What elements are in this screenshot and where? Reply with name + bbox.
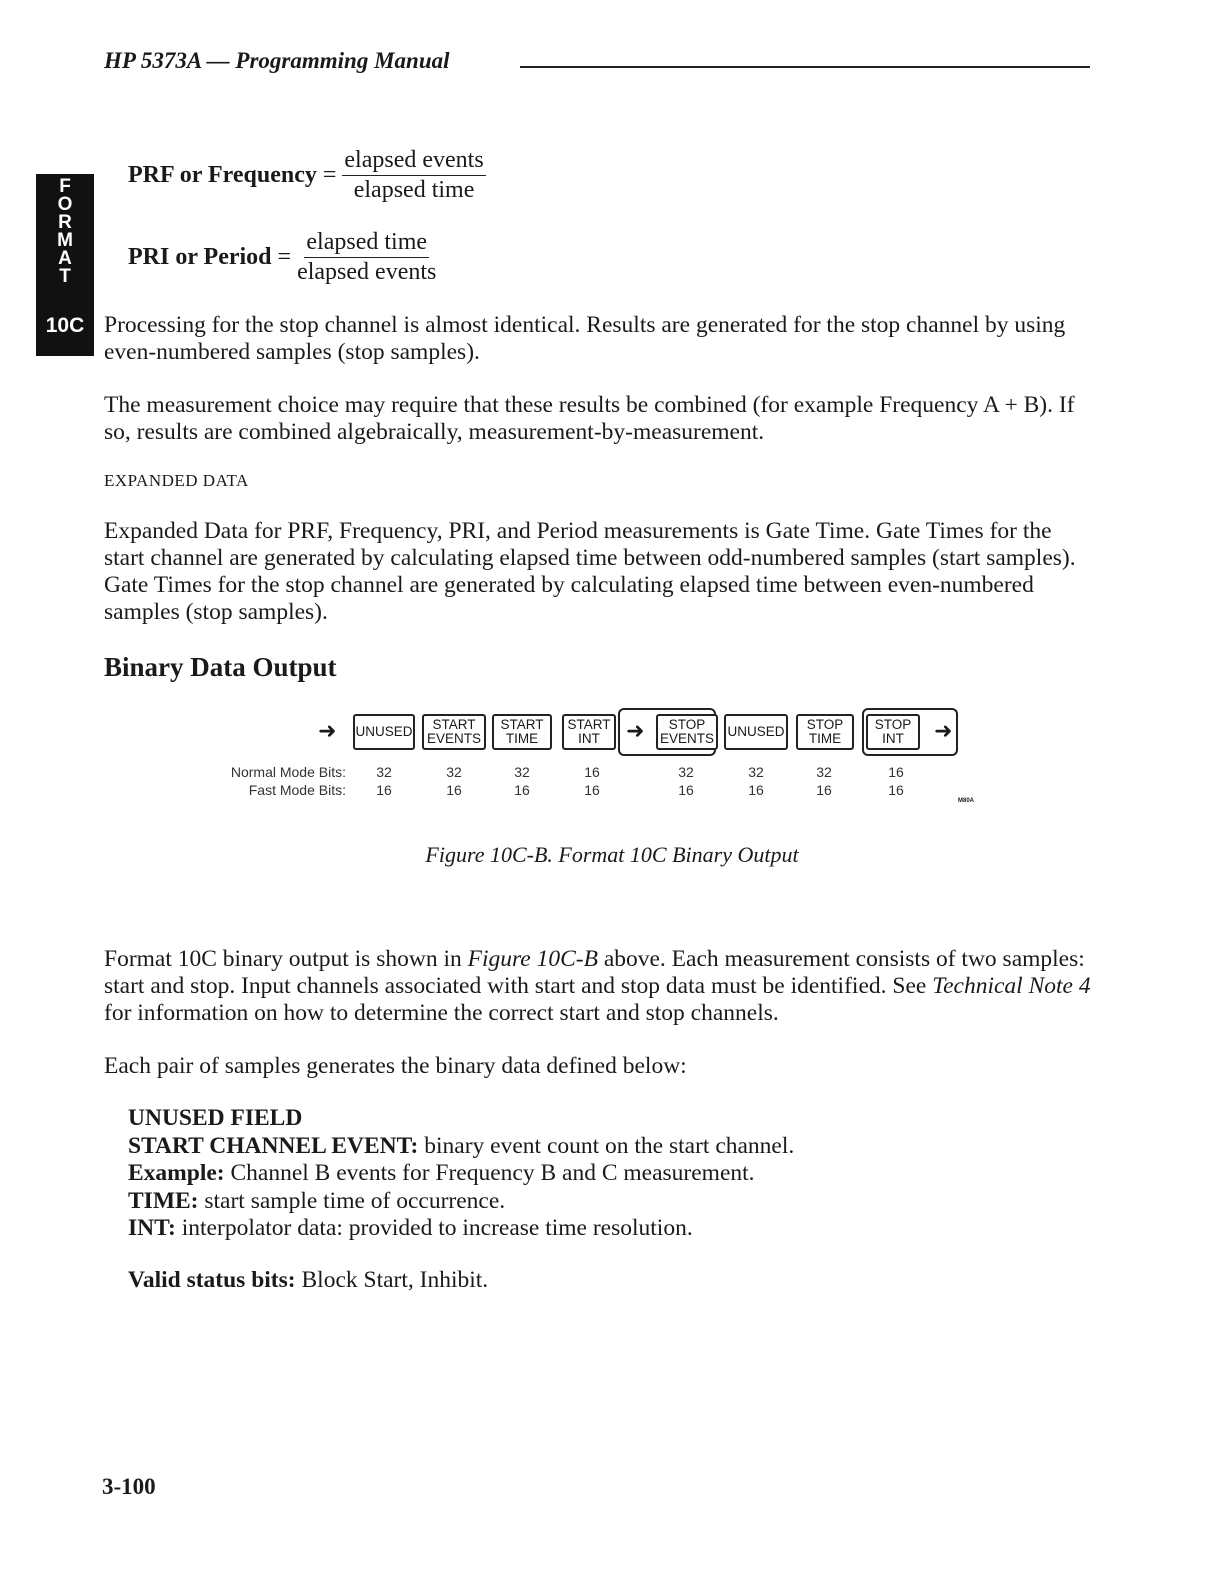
- definition-term: Example:: [128, 1160, 225, 1186]
- normal-bit-value: 32: [816, 764, 832, 780]
- side-tab-letter: T: [59, 266, 71, 287]
- side-tab-letter: R: [58, 212, 72, 233]
- definition-example: [128, 1160, 794, 1188]
- field-stop-events: [656, 714, 718, 750]
- field-start-events: [422, 714, 486, 750]
- fast-bit-value: 16: [816, 782, 832, 798]
- paragraph-each-pair: Each pair of samples generates the binary data defined below:: [104, 1053, 687, 1079]
- definition-term: TIME:: [128, 1187, 199, 1214]
- field-label: TIME: [505, 731, 539, 746]
- figure-code: M80A: [958, 798, 975, 804]
- fraction-numerator: elapsed time: [304, 228, 429, 258]
- fraction-numerator: elapsed events: [342, 146, 485, 176]
- intro-text: above. Each measurement consists of two samples: start and stop. Input channels associated with start and stop data must be identified. See: [104, 946, 1085, 999]
- fast-bit-value: 16: [678, 782, 694, 798]
- arrow-right-icon: ➜: [318, 718, 337, 743]
- fraction-denominator: elapsed events: [297, 259, 437, 285]
- definition-start-event: [128, 1133, 794, 1161]
- field-label: EVENTS: [659, 731, 714, 746]
- formula-lhs: PRI or Period: [128, 243, 272, 270]
- definition-text: Block Start, Inhibit.: [295, 1266, 489, 1293]
- normal-bit-value: 16: [888, 764, 904, 780]
- field-unused-2: [724, 714, 788, 750]
- definition-text: binary event count on the start channel.: [418, 1132, 795, 1159]
- field-stop-int: [866, 714, 920, 750]
- normal-mode-bits-label: Normal Mode Bits:: [230, 764, 346, 780]
- field-start-time: [492, 714, 552, 750]
- section-title: Binary Data Output: [104, 652, 337, 682]
- fraction: [342, 146, 485, 204]
- figure-reference: Figure 10C-B: [467, 946, 598, 972]
- normal-bit-value: 32: [446, 764, 462, 780]
- page-header-title: HP 5373A — Programming Manual: [104, 48, 450, 73]
- field-label: UNUSED: [355, 724, 413, 739]
- normal-bit-value: 16: [584, 764, 600, 780]
- field-start-int: [562, 714, 616, 750]
- normal-bit-value: 32: [678, 764, 694, 780]
- field-label: START: [567, 717, 611, 732]
- fraction: [297, 228, 436, 286]
- field-stop-time: [796, 714, 854, 750]
- field-label: EVENTS: [426, 731, 481, 746]
- header-rule: [520, 66, 1090, 68]
- field-label: START: [432, 717, 476, 732]
- format-side-tab: [36, 174, 94, 356]
- definition-text: interpolator data: provided to increase time resolution.: [175, 1215, 693, 1241]
- technical-note-reference: Technical Note 4: [932, 973, 1091, 999]
- normal-bit-value: 32: [748, 764, 764, 780]
- normal-bit-value: 32: [376, 764, 392, 780]
- side-tab-code: 10C: [45, 314, 85, 337]
- fast-bit-value: 16: [584, 782, 600, 798]
- side-tab-letter: O: [57, 194, 73, 215]
- equals-sign: =: [277, 243, 292, 270]
- definition-time: [128, 1188, 794, 1216]
- side-tab-letter: A: [58, 248, 72, 269]
- paragraph-expanded-data: Expanded Data for PRF, Frequency, PRI, and Period measurements is Gate Time. Gate Times for the start channel are generated by calculating elapsed time between odd-numbered samples (start samples). Gate Times for the stop channel are generated by calculating elapsed time between even-numbered samples (stop samples).: [104, 518, 1076, 625]
- fast-mode-bits-label: Fast Mode Bits:: [248, 782, 346, 798]
- paragraph-stop-channel: Processing for the stop channel is almost identical. Results are generated for the stop channel by using even-numbered samples (stop samples).: [104, 312, 1066, 365]
- fast-bit-value: 16: [888, 782, 904, 798]
- fraction-denominator: elapsed time: [353, 177, 475, 203]
- field-label: TIME: [808, 731, 842, 746]
- paragraph-combine: The measurement choice may require that these results be combined (for example Frequency A + B). If so, results are combined algebraically, measurement-by-measurement.: [104, 392, 1075, 445]
- field-label: UNUSED: [727, 724, 785, 739]
- fast-bit-value: 16: [514, 782, 530, 798]
- field-label: START: [500, 717, 544, 732]
- field-label: INT: [578, 731, 600, 746]
- definition-term: START CHANNEL EVENT:: [128, 1132, 419, 1159]
- fast-bit-value: 16: [748, 782, 764, 798]
- page-number: 3-100: [102, 1474, 156, 1499]
- field-label: STOP: [668, 717, 706, 732]
- definition-term: Valid status bits:: [128, 1266, 296, 1293]
- normal-bit-value: 32: [514, 764, 530, 780]
- formula-frequency: [128, 146, 486, 204]
- definition-text: start sample time of occurrence.: [198, 1187, 506, 1214]
- figure-caption: Figure 10C-B. Format 10C Binary Output: [425, 842, 799, 867]
- intro-text: Format 10C binary output is shown in: [104, 946, 468, 972]
- definition-int: [128, 1215, 794, 1243]
- definition-valid-status: [128, 1267, 794, 1295]
- arrow-right-icon: ➜: [934, 718, 953, 743]
- definition-text: Channel B events for Frequency B and C measurement.: [224, 1160, 755, 1186]
- fast-bit-value: 16: [376, 782, 392, 798]
- field-unused: [353, 714, 415, 750]
- paragraph-format-intro: [104, 946, 1094, 1027]
- formula-lhs: PRF or Frequency: [128, 161, 317, 188]
- side-tab-letter: M: [57, 230, 73, 251]
- formula-period: [128, 228, 436, 286]
- field-label: STOP: [874, 717, 912, 732]
- arrow-right-icon: ➜: [626, 718, 645, 743]
- fast-bit-value: 16: [446, 782, 462, 798]
- definition-unused: [128, 1105, 794, 1133]
- side-tab-letter: F: [59, 176, 71, 197]
- field-label: STOP: [806, 717, 844, 732]
- field-label: INT: [882, 731, 904, 746]
- side-tab-letters: [36, 178, 94, 286]
- definition-term: UNUSED FIELD: [128, 1105, 303, 1131]
- intro-text: for information on how to determine the correct start and stop channels.: [104, 1000, 779, 1026]
- field-definitions: [128, 1105, 794, 1294]
- expanded-data-heading: EXPANDED DATA: [104, 471, 249, 490]
- definition-term: INT:: [128, 1215, 176, 1241]
- binary-output-diagram: [200, 706, 1000, 816]
- equals-sign: =: [322, 161, 337, 188]
